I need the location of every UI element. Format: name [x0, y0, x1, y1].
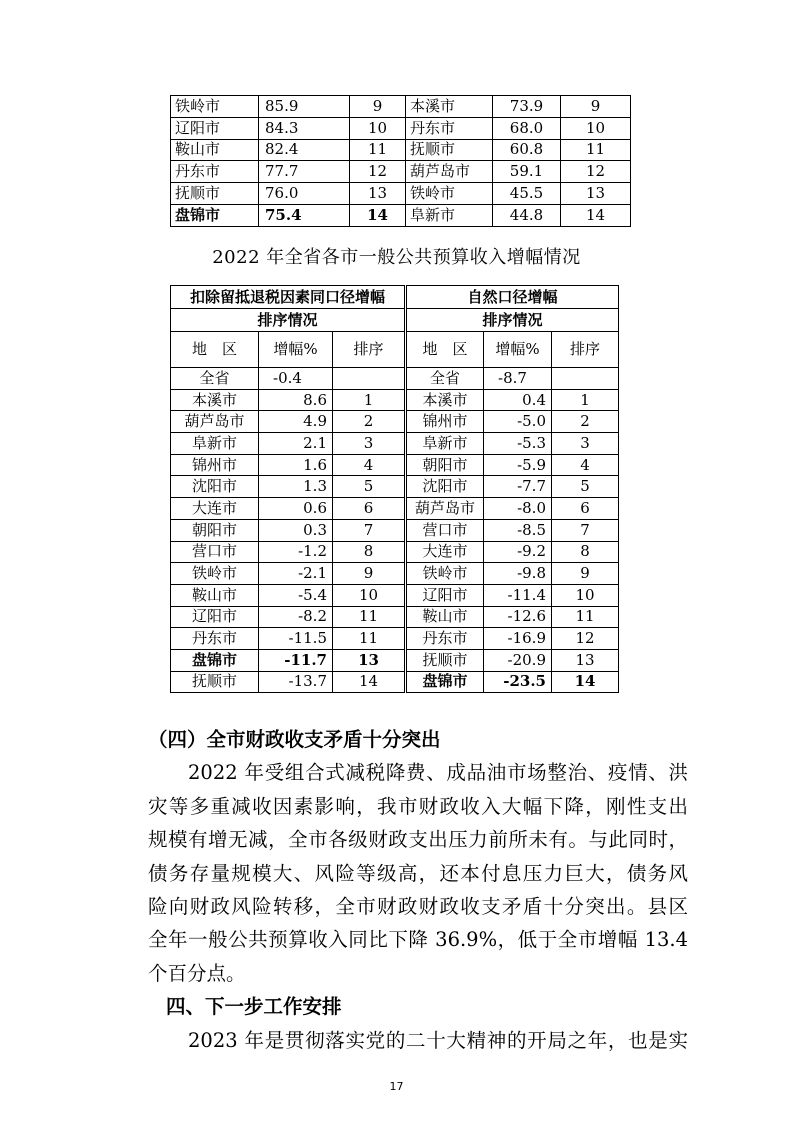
rank-cell: 4	[333, 454, 406, 476]
column-header-growth: 增幅%	[484, 332, 552, 368]
table-row	[171, 389, 619, 411]
region-cell: 丹东市	[406, 117, 493, 139]
rank-cell: 8	[552, 541, 619, 563]
region-cell: 营口市	[171, 541, 259, 563]
value-cell: -5.4	[259, 584, 333, 606]
region-cell: 大连市	[406, 541, 484, 563]
region-cell: 辽阳市	[406, 584, 484, 606]
column-header-region: 地 区	[171, 332, 259, 368]
rank-cell: 2	[552, 411, 619, 433]
region-cell: 阜新市	[406, 204, 493, 226]
rank-cell: 9	[561, 96, 631, 118]
rank-cell: 14	[350, 204, 406, 226]
region-cell: 铁岭市	[171, 563, 259, 585]
rank-cell: 5	[552, 476, 619, 498]
table-header	[171, 286, 619, 368]
region-cell: 铁岭市	[406, 183, 493, 205]
rank-cell: 5	[333, 476, 406, 498]
value-cell: 59.1	[493, 161, 561, 183]
value-cell: -8.2	[259, 606, 333, 628]
region-cell: 全省	[171, 368, 259, 390]
value-cell: -9.8	[484, 563, 552, 585]
region-cell: 营口市	[406, 519, 484, 541]
table-row	[171, 628, 619, 650]
value-cell: 0.6	[259, 498, 333, 520]
region-cell: 沈阳市	[171, 476, 259, 498]
table-row	[171, 368, 619, 390]
rank-cell: 1	[552, 389, 619, 411]
region-cell: 盘锦市	[406, 671, 484, 693]
region-cell: 朝阳市	[406, 454, 484, 476]
rank-cell	[552, 368, 619, 390]
header-row	[171, 286, 619, 309]
rank-cell: 14	[552, 671, 619, 693]
column-header-rank: 排序	[552, 332, 619, 368]
next-section-heading: 四、下一步工作安排	[166, 995, 342, 1019]
table-row	[171, 96, 631, 118]
value-cell: -8.7	[484, 368, 552, 390]
table-row	[171, 411, 619, 433]
value-cell: 68.0	[493, 117, 561, 139]
value-cell: 84.3	[259, 117, 350, 139]
rank-cell: 1	[333, 389, 406, 411]
region-cell: 葫芦岛市	[406, 498, 484, 520]
value-cell: 0.4	[484, 389, 552, 411]
paragraph-line: 个百分点。	[148, 961, 246, 985]
city-ranking-table-continued	[170, 95, 631, 227]
value-cell: -20.9	[484, 649, 552, 671]
value-cell: 1.3	[259, 476, 333, 498]
table-row	[171, 649, 619, 671]
column-header-region: 地 区	[406, 332, 484, 368]
value-cell: -8.5	[484, 519, 552, 541]
page-number: 17	[389, 1080, 404, 1093]
rank-cell: 13	[552, 649, 619, 671]
left-subgroup-header: 排序情况	[171, 309, 406, 332]
table-row	[171, 161, 631, 183]
rank-cell: 11	[561, 139, 631, 161]
rank-cell: 10	[333, 584, 406, 606]
value-cell: 2.1	[259, 433, 333, 455]
value-cell: -11.4	[484, 584, 552, 606]
rank-cell: 10	[552, 584, 619, 606]
rank-cell: 3	[552, 433, 619, 455]
table-row	[171, 183, 631, 205]
region-cell: 朝阳市	[171, 519, 259, 541]
left-group-header: 扣除留抵退税因素同口径增幅	[171, 286, 406, 309]
table-row	[171, 606, 619, 628]
rank-cell: 8	[333, 541, 406, 563]
region-cell: 本溪市	[171, 389, 259, 411]
region-cell: 辽阳市	[171, 606, 259, 628]
table-row	[171, 671, 619, 693]
value-cell: -8.0	[484, 498, 552, 520]
rank-cell: 12	[552, 628, 619, 650]
rank-cell: 9	[333, 563, 406, 585]
region-cell: 盘锦市	[171, 204, 259, 226]
rank-cell: 13	[350, 183, 406, 205]
region-cell: 本溪市	[406, 389, 484, 411]
rank-cell: 7	[552, 519, 619, 541]
value-cell: -11.7	[259, 649, 333, 671]
value-cell: -9.2	[484, 541, 552, 563]
rank-cell: 12	[561, 161, 631, 183]
table-row	[171, 498, 619, 520]
body-text	[148, 723, 688, 1057]
value-cell: 8.6	[259, 389, 333, 411]
column-header-rank: 排序	[333, 332, 406, 368]
rank-cell: 6	[552, 498, 619, 520]
right-subgroup-header: 排序情况	[406, 309, 619, 332]
rank-cell: 11	[333, 628, 406, 650]
region-cell: 抚顺市	[171, 671, 259, 693]
value-cell: -23.5	[484, 671, 552, 693]
region-cell: 全省	[406, 368, 484, 390]
value-cell: -12.6	[484, 606, 552, 628]
region-cell: 锦州市	[406, 411, 484, 433]
rank-cell: 3	[333, 433, 406, 455]
paragraph-line: 规模有增无减，全市各级财政支出压力前所未有。与此同时，	[148, 828, 688, 852]
table-row	[171, 139, 631, 161]
rank-cell: 11	[552, 606, 619, 628]
region-cell: 辽阳市	[171, 117, 259, 139]
rank-cell: 13	[333, 649, 406, 671]
region-cell: 抚顺市	[171, 183, 259, 205]
paragraph-line: 2022 年受组合式减税降费、成品油市场整治、疫情、洪	[188, 761, 688, 785]
region-cell: 大连市	[171, 498, 259, 520]
value-cell: 82.4	[259, 139, 350, 161]
value-cell: -5.9	[484, 454, 552, 476]
rank-cell: 10	[350, 117, 406, 139]
region-cell: 铁岭市	[406, 563, 484, 585]
region-cell: 沈阳市	[406, 476, 484, 498]
value-cell: 44.8	[493, 204, 561, 226]
value-cell: -5.0	[484, 411, 552, 433]
paragraph-line: 灾等多重减收因素影响，我市财政收入大幅下降，刚性支出	[148, 794, 688, 818]
region-cell: 丹东市	[171, 161, 259, 183]
table-row	[171, 563, 619, 585]
rank-cell: 4	[552, 454, 619, 476]
region-cell: 抚顺市	[406, 139, 493, 161]
section-heading: （四）全市财政收支矛盾十分突出	[148, 728, 441, 751]
table-row	[171, 476, 619, 498]
rank-cell: 11	[333, 606, 406, 628]
column-header-row	[171, 332, 619, 368]
region-cell: 阜新市	[171, 433, 259, 455]
rank-cell: 12	[350, 161, 406, 183]
region-cell: 葫芦岛市	[171, 411, 259, 433]
table-row	[171, 541, 619, 563]
table-caption: 2022 年全省各市一般公共预算收入增幅情况	[212, 247, 581, 268]
header-row	[171, 309, 619, 332]
value-cell: -11.5	[259, 628, 333, 650]
paragraph-line: 债务存量规模大、风险等级高，还本付息压力巨大，债务风	[148, 861, 688, 885]
value-cell: -5.3	[484, 433, 552, 455]
table-row	[171, 433, 619, 455]
value-cell: 85.9	[259, 96, 350, 118]
table-body	[171, 96, 631, 227]
table-row	[171, 519, 619, 541]
rank-cell: 14	[561, 204, 631, 226]
paragraph-line: 险向财政风险转移，全市财政财政收支矛盾十分突出。县区	[148, 894, 688, 918]
value-cell: -2.1	[259, 563, 333, 585]
column-header-growth: 增幅%	[259, 332, 333, 368]
value-cell: 1.6	[259, 454, 333, 476]
value-cell: 75.4	[259, 204, 350, 226]
rank-cell: 9	[552, 563, 619, 585]
rank-cell	[333, 368, 406, 390]
value-cell: -13.7	[259, 671, 333, 693]
value-cell: -1.2	[259, 541, 333, 563]
rank-cell: 10	[561, 117, 631, 139]
paragraph-line: 全年一般公共预算收入同比下降 36.9%，低于全市增幅 13.4	[148, 928, 688, 952]
value-cell: 60.8	[493, 139, 561, 161]
region-cell: 鞍山市	[406, 606, 484, 628]
region-cell: 锦州市	[171, 454, 259, 476]
rank-cell: 2	[333, 411, 406, 433]
region-cell: 丹东市	[171, 628, 259, 650]
rank-cell: 7	[333, 519, 406, 541]
rank-cell: 6	[333, 498, 406, 520]
rank-cell: 13	[561, 183, 631, 205]
table-body	[171, 368, 619, 693]
value-cell: -7.7	[484, 476, 552, 498]
value-cell: 77.7	[259, 161, 350, 183]
region-cell: 鞍山市	[171, 584, 259, 606]
rank-cell: 9	[350, 96, 406, 118]
value-cell: 73.9	[493, 96, 561, 118]
region-cell: 丹东市	[406, 628, 484, 650]
table-row	[171, 117, 631, 139]
table-row	[171, 584, 619, 606]
right-group-header: 自然口径增幅	[406, 286, 619, 309]
rank-cell: 11	[350, 139, 406, 161]
region-cell: 鞍山市	[171, 139, 259, 161]
value-cell: 4.9	[259, 411, 333, 433]
value-cell: -16.9	[484, 628, 552, 650]
region-cell: 抚顺市	[406, 649, 484, 671]
region-cell: 阜新市	[406, 433, 484, 455]
region-cell: 盘锦市	[171, 649, 259, 671]
value-cell: 45.5	[493, 183, 561, 205]
table-row	[171, 204, 631, 226]
revenue-growth-table	[170, 285, 619, 693]
region-cell: 本溪市	[406, 96, 493, 118]
value-cell: 76.0	[259, 183, 350, 205]
rank-cell: 14	[333, 671, 406, 693]
region-cell: 铁岭市	[171, 96, 259, 118]
value-cell: 0.3	[259, 519, 333, 541]
region-cell: 葫芦岛市	[406, 161, 493, 183]
value-cell: -0.4	[259, 368, 333, 390]
paragraph-line: 2023 年是贯彻落实党的二十大精神的开局之年，也是实	[188, 1028, 688, 1052]
table-row	[171, 454, 619, 476]
